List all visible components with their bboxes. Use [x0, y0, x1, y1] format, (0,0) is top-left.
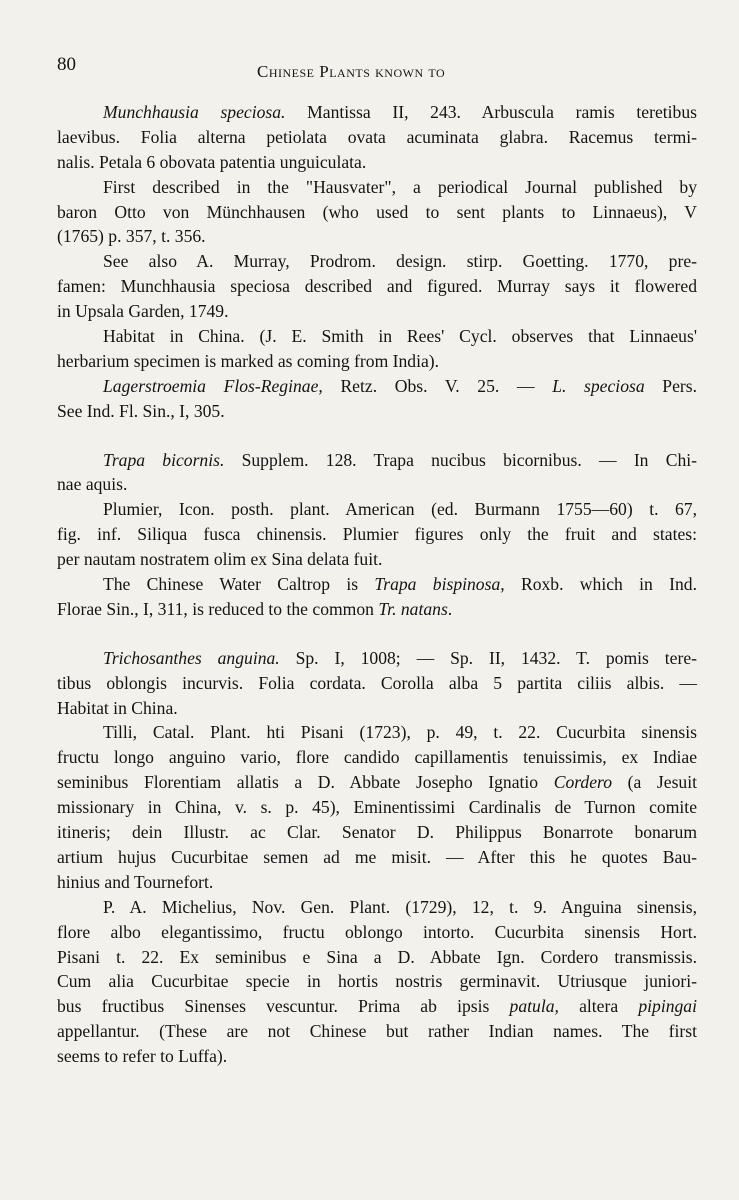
entry-spacer	[57, 424, 697, 448]
text-line	[57, 597, 697, 622]
text-line	[57, 299, 697, 324]
text-run: See Ind. Fl. Sin., I, 305.	[57, 400, 225, 421]
running-title-text: Chinese Plants known to	[257, 62, 446, 81]
text-line	[57, 150, 697, 175]
text-run: Florae Sin., I, 311, is reduced to the common	[57, 598, 379, 619]
text-line	[57, 820, 697, 845]
text-run: baron Otto von Münchhausen (who used to sent plants to Linnaeus), V	[57, 201, 697, 222]
text-run: The Chinese Water Caltrop is	[103, 574, 375, 595]
text-line	[57, 671, 697, 696]
text-line	[57, 200, 697, 225]
text-line	[57, 920, 697, 945]
text-run: fig. inf. Siliqua fusca chinensis. Plumier figures only the fruit and states:	[57, 524, 697, 545]
text-line	[57, 399, 697, 424]
text-line	[57, 274, 697, 299]
text-line	[57, 125, 697, 150]
text-run: tibus oblongis incurvis. Folia cordata. Corolla alba 5 partita ciliis albis. —	[57, 672, 697, 693]
text-line	[57, 472, 697, 497]
text-run: laevibus. Folia alterna petiolata ovata acuminata glabra. Racemus termi-	[57, 126, 697, 147]
page-number: 80	[57, 54, 76, 75]
text-run: altera	[558, 996, 639, 1017]
text-run: herbarium specimen is marked as coming from India).	[57, 350, 440, 371]
text-line	[57, 945, 697, 970]
entry-munchhausia	[57, 100, 697, 424]
text-run: itineris; dein Illustr. ac Clar. Senator D. Philippus Bonarrote bonarum	[57, 822, 697, 843]
text-run: Habitat in China. (J. E. Smith in Rees' Cycl. observes that Linnaeus'	[103, 326, 697, 347]
text-line	[57, 349, 697, 374]
text-run: Pers.	[644, 375, 697, 396]
text-line	[57, 1044, 697, 1069]
text-run: nalis. Petala 6 obovata patentia unguiculata.	[57, 151, 367, 172]
text-run: appellantur. (These are not Chinese but rather Indian names. The first	[57, 1021, 697, 1042]
text-run: hinius and Tournefort.	[57, 871, 214, 892]
text-run: famen: Munchhausia speciosa described and figured. Murray says it flowered	[57, 276, 697, 297]
text-run: seminibus Florentiam allatis a D. Abbate Josepho Ignatio	[57, 772, 554, 793]
taxon-name: Trichosanthes anguina.	[103, 647, 280, 668]
taxon-name: Lagerstroemia Flos-Reginae,	[103, 375, 323, 396]
taxon-name: Tr. natans	[378, 598, 448, 619]
text-run: Roxb. which in Ind.	[504, 574, 697, 595]
taxon-name: Cordero	[553, 772, 613, 793]
text-line	[57, 324, 697, 349]
text-line	[57, 175, 697, 200]
text-line	[57, 224, 697, 249]
text-line	[57, 374, 697, 399]
text-run: Mantissa II, 243. Arbuscula ramis teretibus	[285, 102, 697, 122]
text-line	[57, 100, 697, 125]
text-run: .	[447, 598, 453, 619]
text-run: Plumier, Icon. posth. plant. American (ed. Burmann 1755—60) t. 67,	[103, 499, 697, 520]
text-run: Retz. Obs. V. 25. —	[322, 375, 553, 396]
entry-spacer	[57, 622, 697, 646]
text-line	[57, 770, 697, 795]
entry-trichosanthes	[57, 646, 697, 1069]
page-body	[57, 100, 697, 1069]
text-run: (a Jesuit	[612, 772, 697, 793]
text-run: fructu longo anguino vario, flore candido capillamentis tenuissimis, ex Indiae	[57, 747, 697, 768]
text-run: artium hujus Cucurbitae semen ad me misit. — After this he quotes Bau-	[57, 846, 697, 867]
text-line	[57, 547, 697, 572]
taxon-name: Munchhausia speciosa.	[103, 102, 286, 122]
text-run: bus fructibus Sinenses vescuntur. Prima ab ipsis	[57, 996, 510, 1017]
text-line	[57, 249, 697, 274]
text-line	[57, 745, 697, 770]
text-run: Supplem. 128. Trapa nucibus bicornibus. — In Chi-	[224, 449, 697, 470]
text-run: Pisani t. 22. Ex seminibus e Sina a D. Abbate Ign. Cordero transmissis.	[57, 946, 697, 967]
running-title	[257, 62, 445, 82]
text-run: Cum alia Cucurbitae specie in hortis nostris germinavit. Utriusque juniori-	[57, 971, 697, 992]
text-line	[57, 646, 697, 671]
text-run: Habitat in China.	[57, 697, 178, 718]
text-run: flore albo elegantissimo, fructu oblongo intorto. Cucurbita sinensis Hort.	[57, 921, 697, 942]
taxon-name: L. speciosa	[552, 375, 645, 396]
page-header	[57, 54, 699, 84]
text-line	[57, 845, 697, 870]
text-line	[57, 448, 697, 473]
text-line	[57, 969, 697, 994]
text-run: seems to refer to Luffa).	[57, 1046, 228, 1067]
text-run: First described in the "Hausvater", a periodical Journal published by	[103, 176, 697, 197]
taxon-name: patula,	[509, 996, 559, 1017]
text-line	[57, 994, 697, 1019]
text-line	[57, 522, 697, 547]
text-line	[57, 895, 697, 920]
text-line	[57, 497, 697, 522]
text-run: See also A. Murray, Prodrom. design. stirp. Goetting. 1770, pre-	[103, 251, 697, 272]
taxon-name: Trapa bispinosa,	[374, 574, 505, 595]
taxon-name: pipingai	[638, 996, 697, 1017]
text-line	[57, 696, 697, 721]
text-run: Sp. I, 1008; — Sp. II, 1432. T. pomis tere-	[279, 647, 697, 668]
taxon-name: Trapa bicornis.	[103, 449, 225, 470]
text-run: P. A. Michelius, Nov. Gen. Plant. (1729), 12, t. 9. Anguina sinensis,	[103, 896, 697, 917]
text-run: missionary in China, v. s. p. 45), Eminentissimi Cardinalis de Turnon comite	[57, 797, 697, 818]
text-run: in Upsala Garden, 1749.	[57, 301, 229, 322]
text-line	[57, 720, 697, 745]
text-run: per nautam nostratem olim ex Sina delata fuit.	[57, 549, 383, 570]
text-run: nae aquis.	[57, 474, 128, 495]
text-line	[57, 870, 697, 895]
text-run: (1765) p. 357, t. 356.	[57, 226, 206, 247]
text-line	[57, 572, 697, 597]
entry-trapa	[57, 448, 697, 622]
text-line	[57, 795, 697, 820]
text-run: Tilli, Catal. Plant. hti Pisani (1723), p. 49, t. 22. Cucurbita sinensis	[103, 722, 697, 743]
text-line	[57, 1019, 697, 1044]
